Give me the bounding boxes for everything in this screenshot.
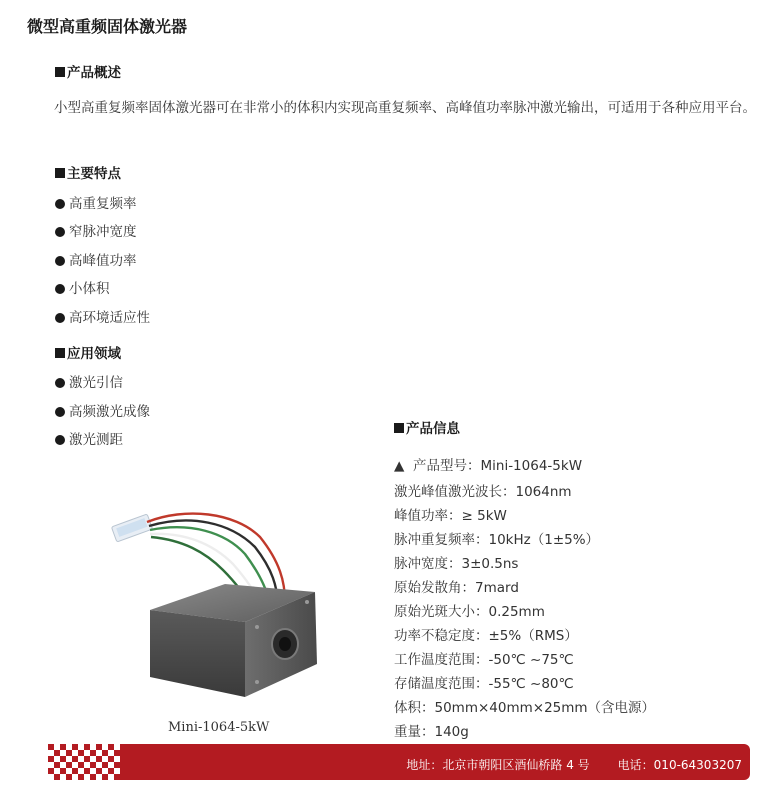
spec-row: 体积：50mm×40mm×25mm（含电源）: [394, 700, 656, 716]
laser-module-image: [95, 492, 345, 717]
product-info-heading-text: 产品信息: [406, 421, 460, 437]
page-title: 微型高重频固体激光器: [27, 17, 188, 36]
screw-icon: [255, 625, 259, 629]
square-bullet-icon: [394, 423, 404, 433]
image-caption: Mini-1064-5kW: [168, 720, 270, 735]
feature-item: [55, 249, 137, 269]
spec-row: 峰值功率：≥ 5kW: [394, 508, 507, 524]
connector: [111, 514, 152, 542]
features-heading: [55, 162, 121, 182]
spec-row: 工作温度范围：-50℃ ~75℃: [394, 652, 574, 668]
bullet-icon: [55, 256, 65, 266]
footer-contact: [406, 756, 742, 773]
feature-item-label: 高重复频率: [69, 196, 137, 212]
bullet-icon: [55, 407, 65, 417]
aperture-inner-icon: [279, 637, 291, 651]
overview-heading: [55, 61, 121, 81]
features-heading-text: 主要特点: [67, 166, 121, 182]
application-item-label: 激光引信: [69, 375, 123, 391]
application-item-label: 高频激光成像: [69, 404, 150, 420]
screw-icon: [255, 680, 259, 684]
feature-item-label: 小体积: [69, 281, 110, 297]
product-info-heading: [394, 417, 460, 437]
application-item: [55, 428, 123, 448]
spec-row: 原始光斑大小：0.25mm: [394, 604, 545, 620]
bullet-icon: [55, 435, 65, 445]
spec-row: 功率不稳定度：±5%（RMS）: [394, 628, 578, 644]
bullet-icon: [55, 378, 65, 388]
applications-heading: [55, 342, 121, 362]
overview-paragraph: 小型高重复频率固体激光器可在非常小的体积内实现高重复频率、高峰值功率脉冲激光输出，可适用于各种应用平台。: [54, 100, 756, 116]
footer-address: 地址：北京市朝阳区酒仙桥路 4 号: [406, 758, 590, 772]
bullet-icon: [55, 313, 65, 323]
application-item: [55, 400, 150, 420]
bullet-icon: [55, 199, 65, 209]
feature-item-label: 高峰值功率: [69, 253, 137, 269]
feature-item: [55, 277, 110, 297]
triangle-icon: ▲: [394, 458, 405, 474]
feature-item: [55, 192, 137, 212]
spec-row: 脉冲宽度：3±0.5ns: [394, 556, 519, 572]
product-model-row: [394, 454, 582, 474]
overview-heading-text: 产品概述: [67, 65, 121, 81]
feature-item-label: 窄脉冲宽度: [69, 224, 137, 240]
spec-row: 存储温度范围：-55℃ ~80℃: [394, 676, 574, 692]
checker-logo-icon: [48, 744, 120, 780]
feature-item: [55, 220, 137, 240]
spec-row: 脉冲重复频率：10kHz（1±5%）: [394, 532, 600, 548]
square-bullet-icon: [55, 168, 65, 178]
spec-row: 原始发散角：7mard: [394, 580, 519, 596]
square-bullet-icon: [55, 67, 65, 77]
feature-item-label: 高环境适应性: [69, 310, 150, 326]
application-item: [55, 371, 123, 391]
bullet-icon: [55, 284, 65, 294]
feature-item: [55, 306, 150, 326]
square-bullet-icon: [55, 348, 65, 358]
bullet-icon: [55, 227, 65, 237]
product-model-text: 产品型号：Mini-1064-5kW: [412, 458, 583, 474]
footer-phone: 电话：010-64303207: [617, 758, 742, 772]
application-item-label: 激光测距: [69, 432, 123, 448]
spec-row: 重量：140g: [394, 724, 469, 740]
module-front-face: [150, 610, 245, 697]
applications-heading-text: 应用领域: [67, 346, 121, 362]
screw-icon: [305, 600, 309, 604]
spec-row: 激光峰值激光波长：1064nm: [394, 484, 572, 500]
